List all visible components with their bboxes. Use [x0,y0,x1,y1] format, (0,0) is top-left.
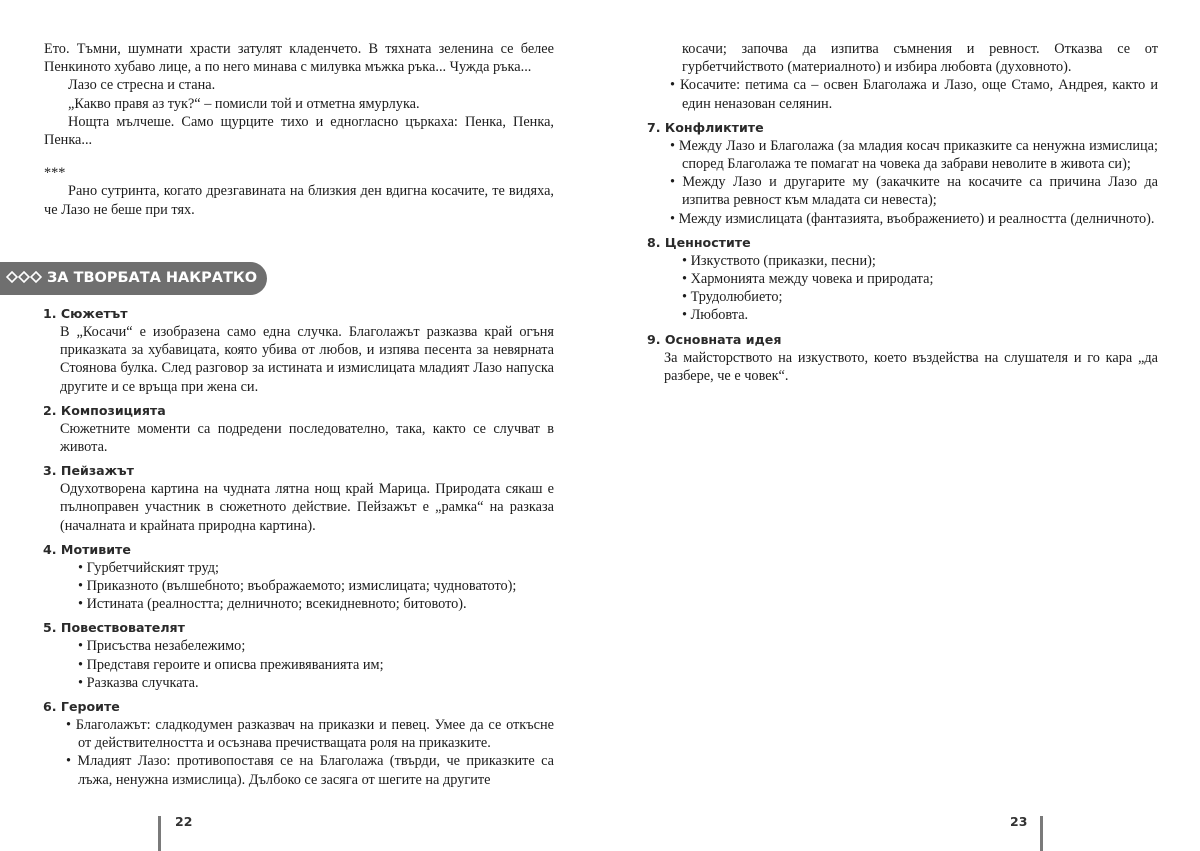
summary-section [44,698,554,789]
list-item: • Между измислицата (фантазията, въображението) и реалността (делничното). [670,210,1155,227]
section-separator: *** [44,165,66,182]
section-heading: 3. Пейзажът [43,463,134,479]
list-item: • Изкуството (приказки, песни); [682,252,876,269]
summary-banner [0,262,267,295]
banner-title: ЗА ТВОРБАТА НАКРАТКО [47,270,258,286]
page-number: 23 [1010,814,1028,829]
section-text: В „Косачи“ е изобразена само една случка. Благолажът разказва край огъня приказката за хубавицата, която убива от любов, и изпява песента за невярната Стоянова булка. След разговор за истината и измислицата младият Лазо напуска другите и се връща при жена си. [60,324,554,395]
list-item: • Гурбетчийският труд; [78,559,219,576]
summary-section [44,462,554,535]
summary-section [648,119,1158,228]
list-item: • Приказното (вълшебното; въображаемото; измислицата; чудноватото); [78,578,517,595]
list-item: • Представя героите и описва преживяванията им; [78,656,384,673]
summary-sections-right [648,40,1158,385]
summary-section [44,619,554,692]
summary-sections-left [44,305,554,789]
list-item: • Благолажът: сладкодумен разказвач на приказки и певец. Умее да се откъсне от действителността и осъзнава пречистващата роля на приказките. [66,717,554,752]
heroes-continuation [648,40,1158,113]
summary-section [44,305,554,396]
section-heading: 9. Основната идея [647,331,782,347]
page-number-bar [1040,816,1043,851]
section-text: Сюжетните моменти са подредени последователно, така, както се случват в живота. [60,420,554,456]
summary-section [44,402,554,456]
page-number: 22 [175,814,193,829]
list-item: • Младият Лазо: противопоставя се на Благолажа (твърди, че приказките са лъжа, ненужна измислица). Дълбоко се засяга от шегите на другите [66,753,554,788]
list-item: • Истината (реалността; делничното; всекидневното; битовото). [78,596,467,613]
list-item: • Любовта. [682,307,749,324]
section-heading: 6. Героите [43,699,120,715]
story-paragraph: „Какво правя аз тук?“ – помисли той и отметна ямурлука. [68,95,420,112]
story-paragraph: Нощта мълчеше. Само щурците тихо и едногласно църкаха: Пенка, Пенка, Пенка... [44,113,554,149]
section-text: За майсторството на изкуството, което въздейства на слушателя и го кара „да разбере, че е човек“. [664,349,1158,384]
diamond-ornament-icon [6,262,42,295]
story-paragraph: Лазо се стресна и стана. [68,77,216,94]
section-heading: 8. Ценностите [647,234,751,250]
page-number-bar [158,816,161,851]
list-item: • Трудолюбието; [682,289,783,306]
section-text: Одухотворена картина на чудната лятна нощ край Марица. Природата сякаш е пълноправен участник в сюжетното действие. Пейзажът е „рамка“ на разказа (началната и крайната природна картина). [60,481,554,534]
list-item: • Разказва случката. [78,674,199,691]
list-item: • Между Лазо и другарите му (закачките на косачите са причина Лазо да изпитва ревност към младата си невеста); [670,174,1158,209]
list-item: • Хармонията между човека и природата; [682,271,934,288]
list-item: • Между Лазо и Благолажа (за младия косач приказките са ненужна измислица; според Благолажа те помагат на човека да забрави неволите в живота си); [670,137,1158,173]
section-heading: 5. Повествователят [43,620,185,636]
continued-text: косачи; започва да изпитва съмнения и ревност. Отказва се от гурбетчийството (материалното) и избира любовта (духовното). [682,41,1158,76]
summary-section [44,541,554,614]
list-item: • Присъства незабележимо; [78,638,246,655]
section-heading: 7. Конфликтите [647,119,764,135]
story-excerpt [44,40,554,219]
list-item: • Косачите: петима са – освен Благолажа и Лазо, още Стамо, Андрея, както и един неназован селянин. [670,77,1158,112]
section-heading: 2. Композицията [43,402,166,418]
story-paragraph: Ето. Тъмни, шумнати храсти затулят кладенчето. В тяхната зеленина се белее Пенкиното хубаво лице, а по него минава с милувка мъжка ръка... Чужда ръка... [44,41,554,76]
story-ending: Рано сутринта, когато дрезгавината на близкия ден вдигна косачите, те видяха, че Лазо не беше при тях. [44,183,554,218]
summary-section [648,331,1158,385]
section-heading: 4. Мотивите [43,541,131,557]
summary-section [648,234,1158,325]
right-page [600,0,1200,851]
section-heading: 1. Сюжетът [43,306,128,321]
